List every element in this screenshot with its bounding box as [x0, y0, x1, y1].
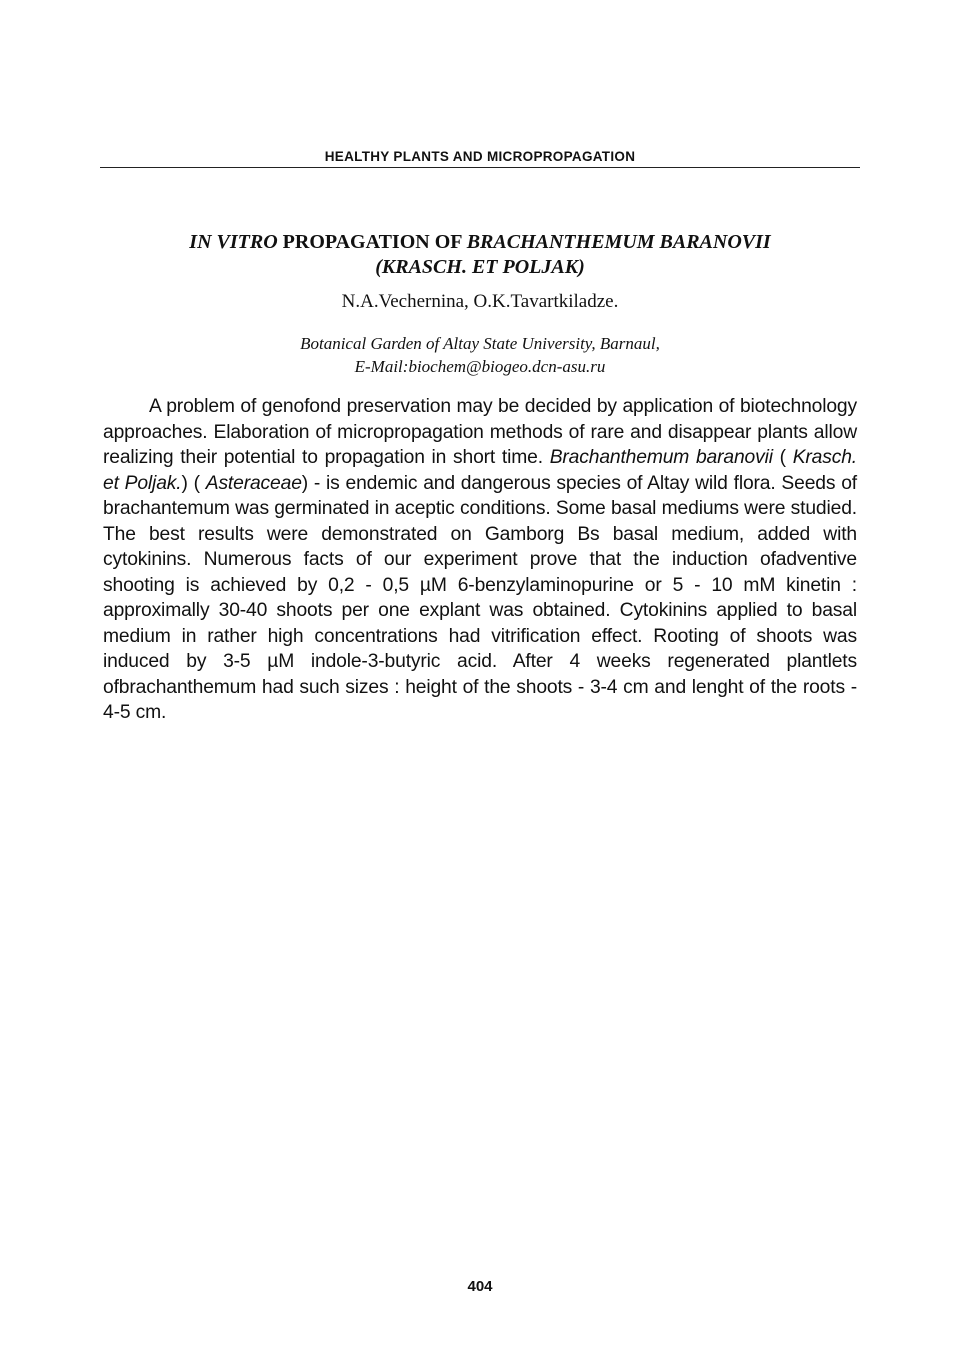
page-number: 404	[467, 1278, 493, 1295]
header-rule	[100, 167, 860, 168]
running-header: HEALTHY PLANTS AND MICROPROPAGATION	[324, 149, 636, 164]
affiliation-institution: Botanical Garden of Altay State University, Barnaul,	[300, 334, 660, 353]
abstract-text-2: (	[772, 447, 793, 468]
abstract-paragraph	[103, 394, 857, 726]
abstract-text-3: ) (	[181, 472, 206, 494]
abstract-text-1: A problem of genofond preservation may be decided by application of biotechnology approaches. Elaboration of micropropagation methods of rare and disappear plants allow realizing their potential to propagation in short time.	[103, 396, 857, 468]
title-propagation-of: PROPAGATION OF	[277, 231, 467, 253]
title-in-vitro: IN VITRO	[189, 231, 278, 253]
abstract-text-4: ) - is endemic and dangerous species of Altay wild flora. Seeds of brachantemum was germinated in aceptic conditions. Some basal mediums were studied. The best results were demonstrated on Gamborg Bs basal medium, added with cytokinins. Numerous facts of our experiment prove that the induction ofadventive shooting is achieved by 0,2 - 0,5 µM 6-benzylaminopurine or 5 - 10 mM kinetin : approximally 30-40 shoots per one explant was obtained. Cytokinins applied to basal medium in rather high concentrations had vitrification effect. Rooting of shoots was induced by 3-5 µM indole-3-butyric acid. After 4 weeks regenerated plantlets ofbrachanthemum had such sizes : height of the shoots - 3-4 cm and lenght of the roots - 4-5 cm.	[103, 472, 857, 723]
affiliation	[110, 332, 850, 378]
authors: N.A.Vechernina, O.K.Tavartkiladze.	[341, 291, 619, 312]
title-species: BRACHANTHEMUM BARANOVII	[466, 231, 771, 253]
affiliation-email: E-Mail:biochem@biogeo.dcn-asu.ru	[354, 357, 606, 376]
abstract-family: Asteraceae	[205, 472, 302, 494]
paper-title	[110, 230, 850, 280]
abstract-authority: Krasch. et Poljak.	[103, 447, 858, 494]
title-authority: (KRASCH. ET POLJAK)	[375, 256, 585, 278]
abstract-species-name: Brachanthemum baranovii	[549, 447, 773, 468]
